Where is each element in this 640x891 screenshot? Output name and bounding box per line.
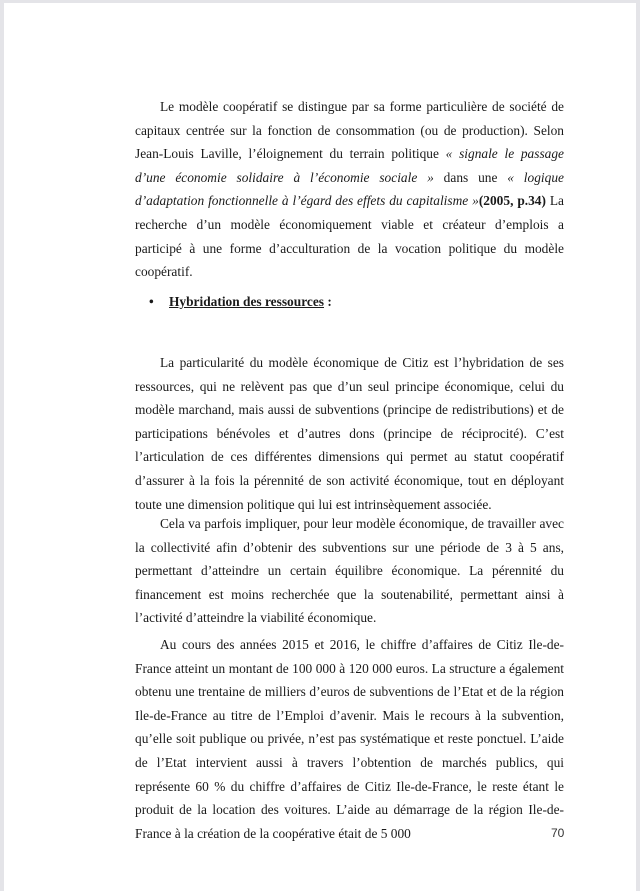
paragraph-text: Au cours des années 2015 et 2016, le chiffre d’affaires de Citiz Ile-de-France atteint un montant de 100 000 à 120 000 euros. La structure a également obtenu une trentaine de milliers d’euros de subventions de l’Etat et de la région Ile-de-France au titre de l’Emploi d’avenir. Mais le recours à la subvention, qu’elle soit publique ou privée, n’est pas systématique et reste ponctuel. L’aide de l’Etat intervient aussi à travers l’obtention de marchés publics, qui représente 60 % du chiffre d’affaires de Citiz Ile-de-France, le reste étant le produit de la location des voitures. L’aide au démarrage de la région Ile-de-France à la création de la coopérative était de 5 000 <box>135 637 564 841</box>
paragraph-text: La particularité du modèle économique de Citiz est l’hybridation de ses ressources, qui ne relèvent pas que d’un seul principe économique, celui du modèle marchand, mais aussi de subventions (principe de redistributions) et de participations bénévoles et d’autres dons (principe de réciprocité). C’est l’articulation de ces différentes dimensions qui permet au statut coopératif d’assurer à la fois la pérennité de son activité économique, tout en déployant toute une dimension politique qui lui est intrinsèquement associée. <box>135 355 564 512</box>
paragraph-text: La recherche d’un modèle économiquement viable et créateur d’emplois a participé à une forme d’acculturation de la vocation politique du modèle coopératif. <box>135 193 564 280</box>
paragraph-text: Le modèle coopératif se distingue par sa forme particulière de société de capitaux centrée sur la fonction de consommation (ou de production). Selon Jean-Louis Laville, l’éloignement du terrain politique <box>135 99 564 162</box>
paragraph-cooperative-model <box>135 95 564 284</box>
paragraph-hybridation <box>135 351 564 516</box>
section-heading-title: Hybridation des ressources <box>169 294 324 309</box>
paragraph-text: dans une <box>433 169 508 185</box>
paragraph-chiffre-affaires <box>135 633 564 845</box>
paragraph-text: Cela va parfois impliquer, pour leur modèle économique, de travailler avec la collectivité afin d’obtenir des subventions sur une période de 3 à 5 ans, permettant d’atteindre un certain équilibre économique. La pérennité du financement est moins recherchée que la soutenabilité, permettant ainsi à l’activité d’atteindre la viabilité économique. <box>135 516 564 626</box>
quote: « signale le passage d’une économie solidaire à l’économie sociale » <box>135 146 565 185</box>
page-number: 70 <box>551 826 565 840</box>
document-page <box>4 3 636 891</box>
section-heading-suffix: : <box>324 294 332 309</box>
citation: (2005, p.34) <box>478 193 546 209</box>
section-heading <box>149 290 578 314</box>
quote: « logique d’adaptation fonctionnelle à l’égard des effets du capitalisme » <box>135 169 564 209</box>
paragraph-subventions <box>135 512 564 630</box>
bullet-icon: • <box>149 294 154 309</box>
